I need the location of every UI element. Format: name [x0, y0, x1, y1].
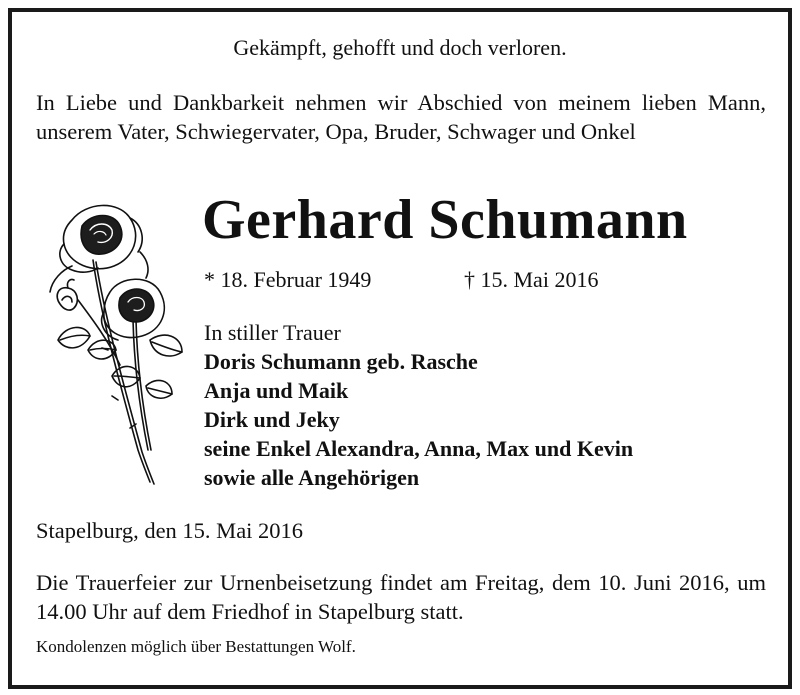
mourner-name: seine Enkel Alexandra, Anna, Max und Kevin: [204, 436, 634, 461]
mourner-name: Anja und Maik: [204, 378, 349, 403]
place-and-date: Stapelburg, den 15. Mai 2016: [36, 518, 304, 543]
motto-line: Gekämpft, gehofft und doch verloren.: [233, 35, 567, 60]
obituary-notice: [8, 8, 792, 689]
rose-illustration: [38, 200, 188, 490]
deceased-name: Gerhard Schumann: [202, 189, 688, 251]
birth-date: * 18. Februar 1949: [204, 267, 372, 292]
life-dates: [204, 266, 599, 294]
mourning-line: In stiller Trauer: [204, 320, 341, 345]
mourners-block: [204, 318, 633, 492]
death-date: † 15. Mai 2016: [464, 267, 599, 292]
mourner-name: sowie alle Angehörigen: [204, 465, 420, 490]
mourner-name: Dirk und Jeky: [204, 407, 340, 432]
intro-paragraph: In Liebe und Dankbarkeit nehmen wir Abschied von meinem lieben Mann, unserem Vater, Schwiegervater, Opa, Bruder, Schwager und Onkel: [36, 90, 766, 144]
mourner-name: Doris Schumann geb. Rasche: [204, 349, 478, 374]
condolence-note: Kondolenzen möglich über Bestattungen Wolf.: [36, 637, 356, 656]
ceremony-paragraph: Die Trauerfeier zur Urnenbeisetzung findet am Freitag, dem 10. Juni 2016, um 14.00 Uhr auf dem Friedhof in Stapelburg statt.: [36, 570, 766, 624]
